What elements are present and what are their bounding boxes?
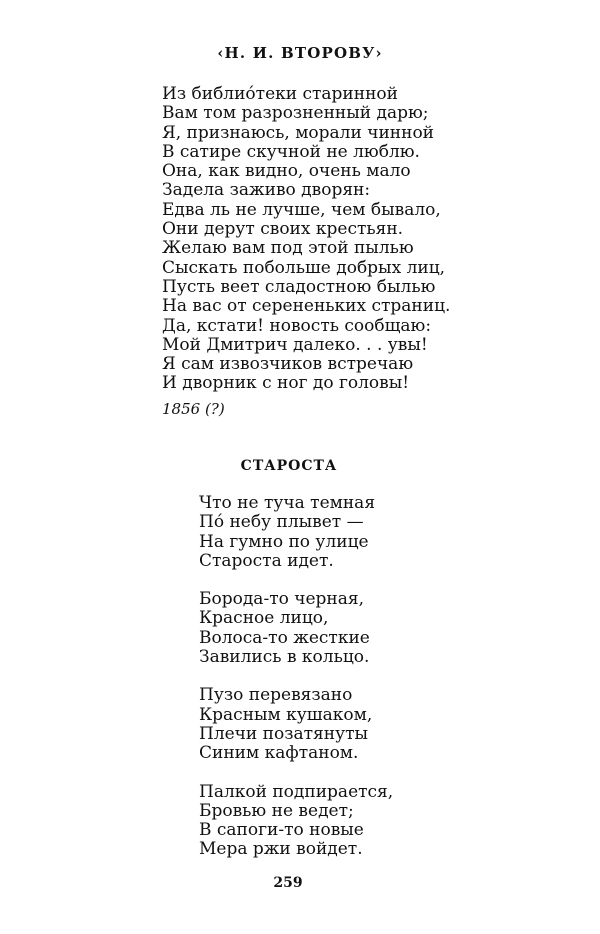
- poem-line: Да, кстати! новость сообщаю:: [162, 315, 432, 336]
- poem-line: Из библио́теки старинной: [162, 84, 398, 104]
- poem-line: Синим кафтаном.: [199, 743, 359, 764]
- poem-line: Пусть веет сладостною былью: [162, 276, 436, 297]
- stanza: [199, 686, 393, 763]
- poem-title-starosta: СТАРОСТА: [240, 458, 338, 474]
- poem-line: Волоса-то жесткие: [199, 627, 370, 648]
- poem-line: Я, признаюсь, морали чинной: [162, 122, 435, 143]
- poem-line: Что не туча темная: [199, 493, 376, 513]
- poem-line: На гумно по улице: [199, 531, 369, 552]
- poem-line: Мой Дмитрич далеко. . . увы!: [162, 334, 428, 355]
- poem-line: Борода-то черная,: [199, 589, 365, 610]
- poem-title-vtorovu: ‹Н. И. ВТОРОВУ›: [217, 44, 383, 62]
- poem-line: Вам том разрозненный дарю;: [162, 103, 429, 124]
- poem-body-starosta: [199, 494, 393, 879]
- poem-line: Бровью не ведет;: [199, 800, 354, 821]
- poem-line: Завились в кольцо.: [199, 647, 370, 668]
- poem-line: Староста идет.: [199, 550, 334, 571]
- poem-line: Палкой подпирается,: [199, 781, 394, 802]
- poem-line: На вас от серененьких страниц.: [162, 296, 451, 317]
- poem-line: Она, как видно, очень мало: [162, 161, 411, 182]
- poem-line: Мера ржи войдет.: [199, 839, 363, 860]
- poem-date: 1856 (?): [162, 400, 225, 418]
- poem-line: И дворник с ног до головы!: [162, 373, 410, 394]
- poem-line: Желаю вам под этой пылью: [162, 238, 414, 259]
- poem-line: Они дерут своих крестьян.: [162, 219, 404, 240]
- poem-body-vtorovu: [162, 85, 450, 394]
- poem-line: Красным кушаком,: [199, 704, 373, 725]
- poem-line: Красное лицо,: [199, 608, 329, 629]
- stanza: [199, 590, 393, 667]
- poem-line: В сапоги-то новые: [199, 820, 364, 841]
- poem-line: Задела заживо дворян:: [162, 180, 371, 201]
- poem-line: Пузо перевязано: [199, 685, 353, 706]
- poem-line: Я сам извозчиков встречаю: [162, 354, 414, 375]
- poem-line: В сатире скучной не люблю.: [162, 141, 420, 162]
- poem-line: Сыскать побольше добрых лиц,: [162, 257, 446, 278]
- stanza: [199, 783, 393, 860]
- page-number: 259: [273, 875, 303, 891]
- stanza: [199, 494, 393, 571]
- poem-line: Едва ль не лучше, чем бывало,: [162, 199, 441, 220]
- poem-line: Плечи позатянуты: [199, 723, 369, 744]
- poem-line: По́ небу плывет —: [199, 512, 364, 533]
